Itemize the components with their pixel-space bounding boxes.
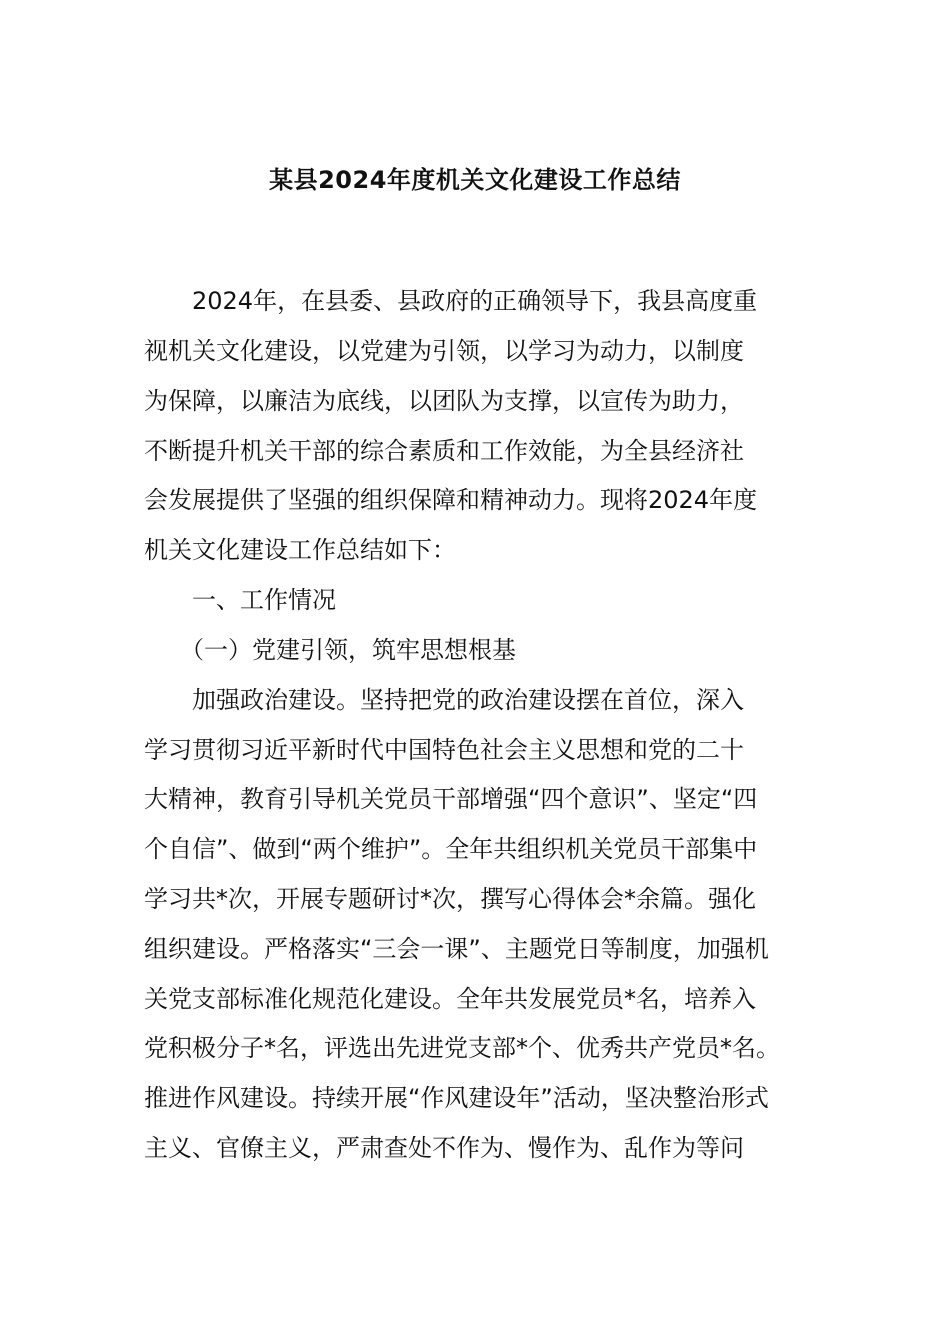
paragraph-line: 个自信”、做到“两个维护”。全年共组织机关党员干部集中 bbox=[144, 835, 758, 863]
paragraph-line: 组织建设。严格落实“三会一课”、主题党日等制度，加强机 bbox=[144, 935, 769, 963]
paragraph-line: 2024年，在县委、县政府的正确领导下，我县高度重 bbox=[144, 287, 758, 315]
subsection-heading: （一）党建引领，筑牢思想根基 bbox=[144, 636, 516, 664]
section-heading: 一、工作情况 bbox=[144, 586, 336, 614]
paragraph-line: 推进作风建设。持续开展“作风建设年”活动，坚决整治形式 bbox=[144, 1084, 769, 1112]
paragraph-line: 学习贯彻习近平新时代中国特色社会主义思想和党的二十 bbox=[144, 736, 744, 764]
paragraph-line: 会发展提供了坚强的组织保障和精神动力。现将2024年度 bbox=[144, 486, 758, 514]
paragraph-line: 不断提升机关干部的综合素质和工作效能，为全县经济社 bbox=[144, 437, 744, 465]
paragraph-line: 加强政治建设。坚持把党的政治建设摆在首位，深入 bbox=[144, 686, 744, 714]
paragraph-line: 机关文化建设工作总结如下： bbox=[144, 536, 456, 564]
paragraph-line: 为保障，以廉洁为底线，以团队为支撑，以宣传为助力， bbox=[144, 387, 744, 415]
paragraph-line: 学习共*次，开展专题研讨*次，撰写心得体会*余篇。强化 bbox=[144, 885, 756, 913]
document-title: 某县2024年度机关文化建设工作总结 bbox=[269, 166, 681, 194]
paragraph-line: 关党支部标准化规范化建设。全年共发展党员*名，培养入 bbox=[144, 985, 756, 1013]
paragraph-line: 大精神，教育引导机关党员干部增强“四个意识”、坚定“四 bbox=[144, 785, 758, 813]
paragraph-line: 党积极分子*名，评选出先进党支部*个、优秀共产党员*名。 bbox=[144, 1034, 780, 1062]
paragraph-line: 主义、官僚主义，严肃查处不作为、慢作为、乱作为等问 bbox=[144, 1134, 744, 1162]
paragraph-line: 视机关文化建设，以党建为引领，以学习为动力，以制度 bbox=[144, 337, 744, 365]
